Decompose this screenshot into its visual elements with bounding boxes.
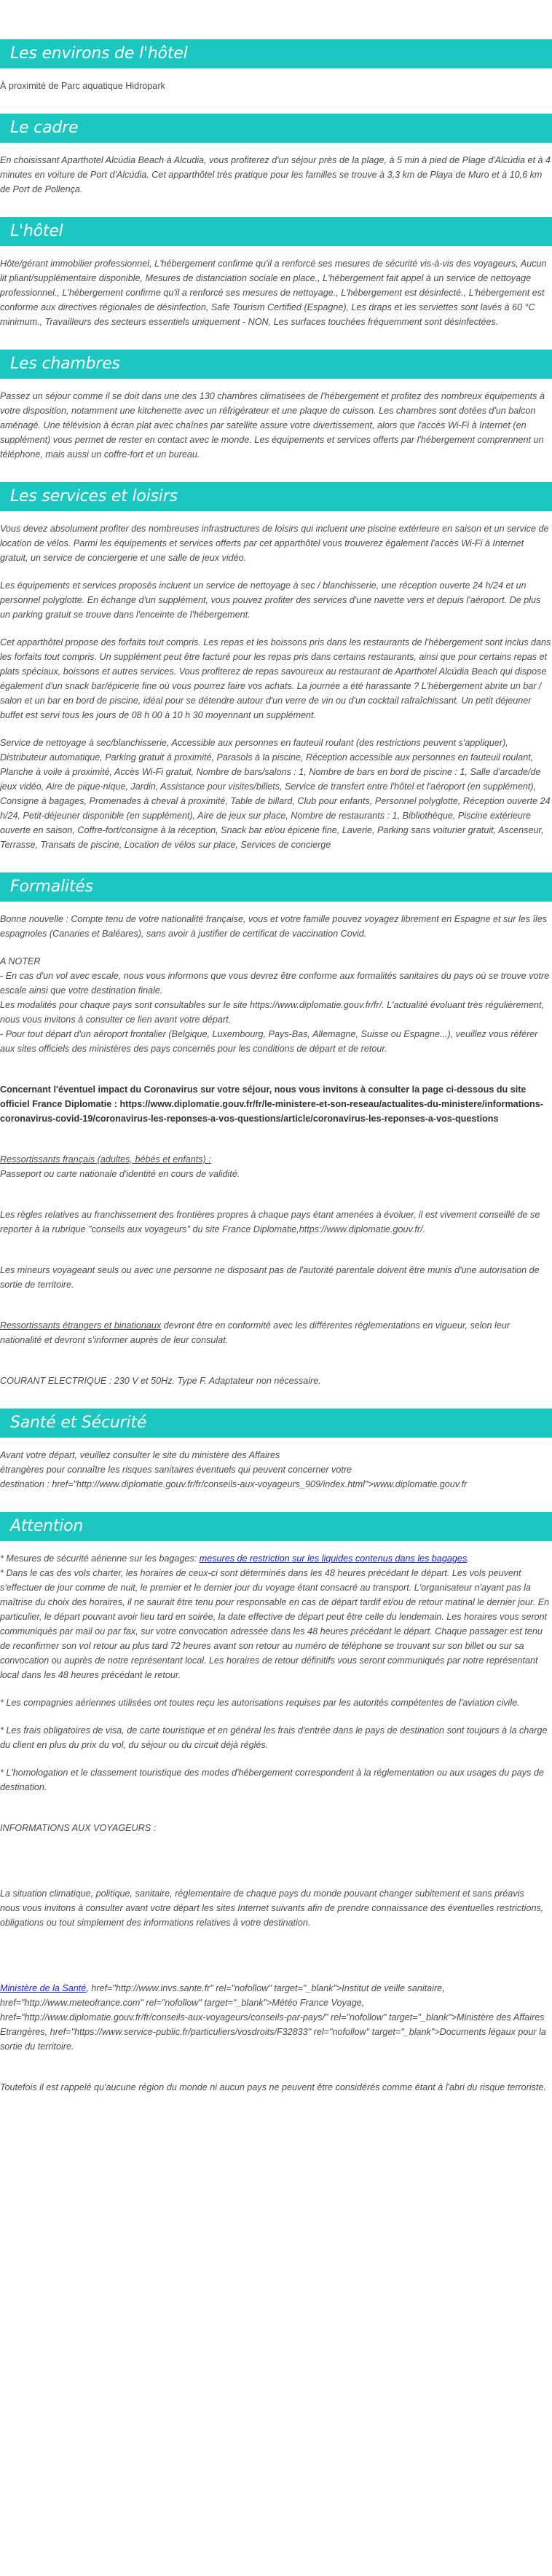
section-services [0, 482, 552, 852]
section-cadre [0, 114, 552, 197]
section-attention [0, 1512, 552, 2095]
attention-airlines: * Les compagnies aériennes utilisées ont toutes reçu les autorisations requises par les autorités compétentes de l'aviation civile. [0, 1698, 520, 1708]
section-header-cadre: Le cadre [0, 114, 552, 143]
environs-text: À proximité de Parc aquatique Hidropark [0, 81, 165, 91]
formalites-french-citizens-text: Passeport ou carte nationale d'identité en cours de validité. [0, 1169, 240, 1179]
attention-baggage-prefix: * Mesures de sécurité aérienne sur les bagages: [0, 1553, 200, 1564]
section-chambres [0, 350, 552, 462]
attention-schedule: * Dans le cas des vols charter, les horaires de ceux-ci sont déterminés dans les 48 heures précédant le départ. Les vols peuvent s'effectuer de jour comme de nuit, le premier et le dernier jour du voyage étant consacré au transport. L'organisateur n'ayant pas la maîtrise du choix des horaires, il ne saurait être tenu pour responsable en cas de départ tardif et/ou de retour matinal le dernier jour. En particulier, le départ pouvant avoir lieu tard en soirée, la date effective de départ peut être celle du lendemain. Les horaires vous seront communiqués par mail ou par fax, sur votre convocation adressée dans les 48 heures précédant le départ. Chaque passager est tenu de reconfirmer son vol retour au plus tard 72 heures avant son retour au numéro de téléphone se trouvant sur son billet ou sur sa convocation ou auprès de notre représentant local. Les horaires de retour définitifs vous seront communiqués par notre représentant local dans les 48 heures précédant le retour. [0, 1568, 550, 1680]
formalites-foreign-text: devront être en conformité avec les différentes réglementations en vigueur, selon leur nationalité et devront s'informer auprès de leur consulat. [0, 1320, 510, 1345]
formalites-coronavirus-notice: Concernant l'éventuel impact du Coronavirus sur votre séjour, nous vous invitons à consulter la page ci-dessous du site officiel France Diplomatie : https://www.diplomatie.gouv.fr/fr/le-ministere-et-son-reseau/actualites-du-ministere/informations-coronavirus-covid-19/coronavirus-les-reponses-a-vos-questions/article/coronavirus-les-reponses-a-vos-questions [0, 1084, 543, 1124]
formalites-french-citizens-title: Ressortissants français (adultes, bébés et enfants) : [0, 1154, 211, 1165]
section-body-sante [0, 1438, 552, 1492]
formalites-note-title: A NOTER [0, 956, 41, 966]
section-environs [0, 39, 552, 93]
services-amenities-list: Service de nettoyage à sec/blanchisserie, Accessible aux personnes en fauteuil roulant (des restrictions peuvent s'appliquer), Distributeur automatique, Parking gratuit à proximité, Parasols à la piscine, Réception accessible aux personnes en fauteuil roulant, Planche à voile à proximité, Accès Wi-Fi gratuit, Nombre de bars/salons : 1, Nombre de bars en bord de piscine : 1, Salle d'arcade/de jeux vidéo, Aire de pique-nique, Jardin, Assistance pour visites/billets, Service de transfert entre l'hôtel et l'aéroport (en supplément), Consigne à bagages, Promenades à cheval à proximité, Table de billard, Club pour enfants, Personnel polyglotte, Réception ouverte 24 h/24, Petit-déjeuner disponible (en supplément), Aire de jeux sur place, Nombre de restaurants : 1, Bibliothèque, Piscine extérieure ouverte en saison, Coffre-fort/consigne à la réception, Snack bar et/ou épicerie fine, Laverie, Parking sans voiturier gratuit, Ascenseur, Terrasse, Transats de piscine, Location de vélos sur place, Services de concierge [0, 738, 551, 850]
liquid-restrictions-link[interactable]: mesures de restriction sur les liquides contenus dans les bagages [199, 1553, 468, 1564]
formalites-note-line-1: - En cas d'un vol avec escale, nous vous informons que vous devrez être conforme aux formalités sanitaires du pays où se trouve votre escale ainsi que votre destination finale. [0, 971, 550, 996]
section-header-formalites: Formalités [0, 873, 552, 902]
section-body-environs [0, 68, 552, 93]
attention-links-text: , href="http://www.invs.sante.fr" rel="nofollow" target="_blank">Institut de veille sanitaire, href="http://www.meteofrance.com" rel="nofollow" target="_blank">Météo France Voyage, href="http://www.diplomatie.gouv.fr/fr/conseils-aux-voyageurs/conseils-par-pays/" rel="nofollow" target="_blank">Ministère des Affaires Etrangères, href="https://www.service-public.fr/particuliers/vosdroits/F32833" rel="nofollow" target="_blank">Documents légaux pour la sortie du territoire. [0, 1983, 546, 2052]
sante-line-2: étrangères pour connaître les risques sanitaires éventuels qui peuvent concerner votre [0, 1465, 352, 1475]
section-body-formalites [0, 902, 552, 1388]
attention-baggage-suffix: . [467, 1553, 470, 1564]
formalites-foreign-nationals [0, 1318, 552, 1347]
cadre-text: En choisissant Aparthotel Alcúdia Beach à Alcudia, vous profiterez d'un séjour près de la plage, à 5 min à pied de Plage d'Alcúdia et à 4 minutes en voiture de Port d'Alcúdia. Cet apparthôtel très pratique pour les familles se trouve à 3,3 km de Playa de Muro et à 10,6 km de Port de Pollença. [0, 155, 551, 194]
attention-situation-2: nous vous invitons à consulter avant votre départ les sites Internet suivants afin de prendre connaissance des éventuelles restrictions, obligations ou tout simplement des informations relatives à votre destination. [0, 1903, 544, 1928]
formalites-minors: Les mineurs voyageant seuls ou avec une personne ne disposant pas de l'autorité parentale doivent être munis d'une autorisation de sortie de territoire. [0, 1265, 540, 1290]
formalites-intro: Bonne nouvelle : Compte tenu de votre nationalité française, vous et votre famille pouvez voyagez librement en Espagne et sur les îles espagnoles (Canaries et Baléares), sans avoir à justifier de certificat de vaccination Covid. [0, 914, 548, 939]
formalites-note-line-3: - Pour tout départ d'un aéroport frontalier (Belgique, Luxembourg, Pays-Bas, Allemagne, Suisse ou Espagne...), veuillez vous référer aux sites officiels des ministères des pays concernés pour les conditions de départ et de retour. [0, 1029, 538, 1054]
attention-info-title: INFORMATIONS AUX VOYAGEURS : [0, 1823, 157, 1833]
hotel-text: Hôte/gérant immobilier professionnel, L'hébergement confirme qu'il a renforcé ses mesures de sécurité vis-à-vis des voyageurs, Aucun lit pliant/supplémentaire disponible, Mesures de distanciation sociale en place., L'hébergement fait appel à un service de nettoyage professionnel., L'hébergement confirme qu'il a renforcé ses mesures de nettoyage., L'hébergement est désinfecté., L'hébergement est conforme aux directives régionales de désinfection, Safe Tourism Certified (Espagne), Les draps et les serviettes sont lavés à 60 °C minimum., Travailleurs des secteurs essentiels uniquement - NON, Les surfaces touchées fréquemment sont désinfectées. [0, 259, 547, 327]
chambres-text: Passez un séjour comme il se doit dans une des 130 chambres climatisées de l'hébergement et profitez des nombreux équipements à votre disposition, notamment une kitchenette avec un réfrigérateur et une plaque de cuisson. Les chambres sont dotées d'un balcon aménagé. Une télévision à écran plat avec chaînes par satellite assure votre divertissement, alors que l'accès Wi-Fi à Internet (en supplément) vous permet de rester en contact avec le monde. Les équipements et services offerts par l'hébergement comprennent un téléphone, mais aussi un coffre-fort et un bureau. [0, 391, 545, 460]
section-header-environs: Les environs de l'hôtel [0, 39, 552, 68]
section-body-chambres [0, 379, 552, 462]
section-header-attention: Attention [0, 1512, 552, 1541]
formalites-foreign-title: Ressortissants étrangers et binationaux [0, 1320, 162, 1331]
services-paragraph-1: Vous devez absolument profiter des nombreuses infrastructures de loisirs qui incluent une piscine extérieure en saison et un service de location de vélos. Parmi les équipements et services offerts par cet apparthôtel vous trouverez également l'accès Wi-Fi à Internet gratuit, un service de conciergerie et une salle de jeux vidéo. [0, 524, 549, 563]
section-formalites [0, 873, 552, 1388]
sante-line-3: destination : href="http://www.diplomatie.gouv.fr/fr/conseils-aux-voyageurs_909/index.html">www.diplomatie.gouv.fr [0, 1479, 468, 1489]
section-hotel [0, 217, 552, 329]
section-header-sante: Santé et Sécurité [0, 1409, 552, 1438]
section-body-hotel [0, 246, 552, 329]
formalites-note-line-2: Les modalités pour chaque pays sont consultables sur le site https://www.diplomatie.gouv.fr/fr/. L'actualité évoluant très régulièrement, nous vous invitons à consulter ce lien avant votre départ. [0, 1000, 544, 1025]
section-header-services: Les services et loisirs [0, 482, 552, 511]
attention-links [0, 1981, 552, 2054]
sante-line-1: Avant votre départ, veuillez consulter le site du ministère des Affaires [0, 1450, 280, 1460]
attention-baggage [0, 1551, 552, 1566]
section-header-chambres: Les chambres [0, 350, 552, 379]
formalites-border-rules: Les règles relatives au franchissement des frontières propres à chaque pays étant amenées à évoluer, il est vivement conseillé de se reporter à la rubrique "conseils aux voyageurs" du site France Diplomatie,https://www.diplomatie.gouv.fr/. [0, 1210, 540, 1234]
attention-fees: * Les frais obligatoires de visa, de carte touristique et en général les frais d'entrée dans le pays de destination sont toujours à la charge du client en plus du prix du vol, du séjour ou du circuit déjà réglés. [0, 1725, 548, 1750]
section-body-cadre [0, 143, 552, 197]
section-body-services [0, 511, 552, 852]
health-ministry-link[interactable]: Ministère de la Santé [0, 1983, 87, 1993]
services-paragraph-2: Les équipements et services proposés incluent un service de nettoyage à sec / blanchisserie, une réception ouverte 24 h/24 et un personnel polyglotte. En échange d'un supplément, vous pouvez profiter des services d'une navette vers et depuis l'aéroport. De plus un parking gratuit se trouve dans l'enceinte de l'hébergement. [0, 580, 541, 620]
section-body-attention [0, 1541, 552, 2095]
attention-terror-risk: Toutefois il est rappelé qu'aucune région du monde ni aucun pays ne peuvent être considérés comme étant à l'abri du risque terroriste. [0, 2082, 546, 2092]
section-header-hotel: L'hôtel [0, 217, 552, 246]
services-paragraph-3: Cet apparthôtel propose des forfaits tout compris. Les repas et les boissons pris dans les restaurants de l'hébergement sont inclus dans les forfaits tout compris. Un supplément peut être facturé pour les repas pris dans certains restaurants, ainsi que pour certains repas et plats spéciaux, boissons et autres services. Vous profiterez de repas savoureux au restaurant de Aparthotel Alcúdia Beach qui dispose également d'un snack bar/épicerie fine où vous pourrez faire vos achats. La journée a été harassante ? L'hébergement abrite un bar / salon et un bar en bord de piscine, idéal pour se détendre autour d'un verre de vin ou d'un cocktail rafraîchissant. Un petit déjeuner buffet est servi tous les jours de 08 h 00 à 10 h 30 moyennant un supplément. [0, 637, 551, 720]
section-sante [0, 1409, 552, 1492]
attention-homologation: * L'homologation et le classement touristique des modes d'hébergement correspondent à la réglementation ou aux usages du pays de destination. [0, 1768, 544, 1792]
formalites-electric: COURANT ELECTRIQUE : 230 V et 50Hz. Type F. Adaptateur non nécessaire. [0, 1376, 321, 1386]
attention-situation: La situation climatique, politique, sanitaire, réglementaire de chaque pays du monde pouvant changer subitement et sans préavis [0, 1888, 524, 1899]
